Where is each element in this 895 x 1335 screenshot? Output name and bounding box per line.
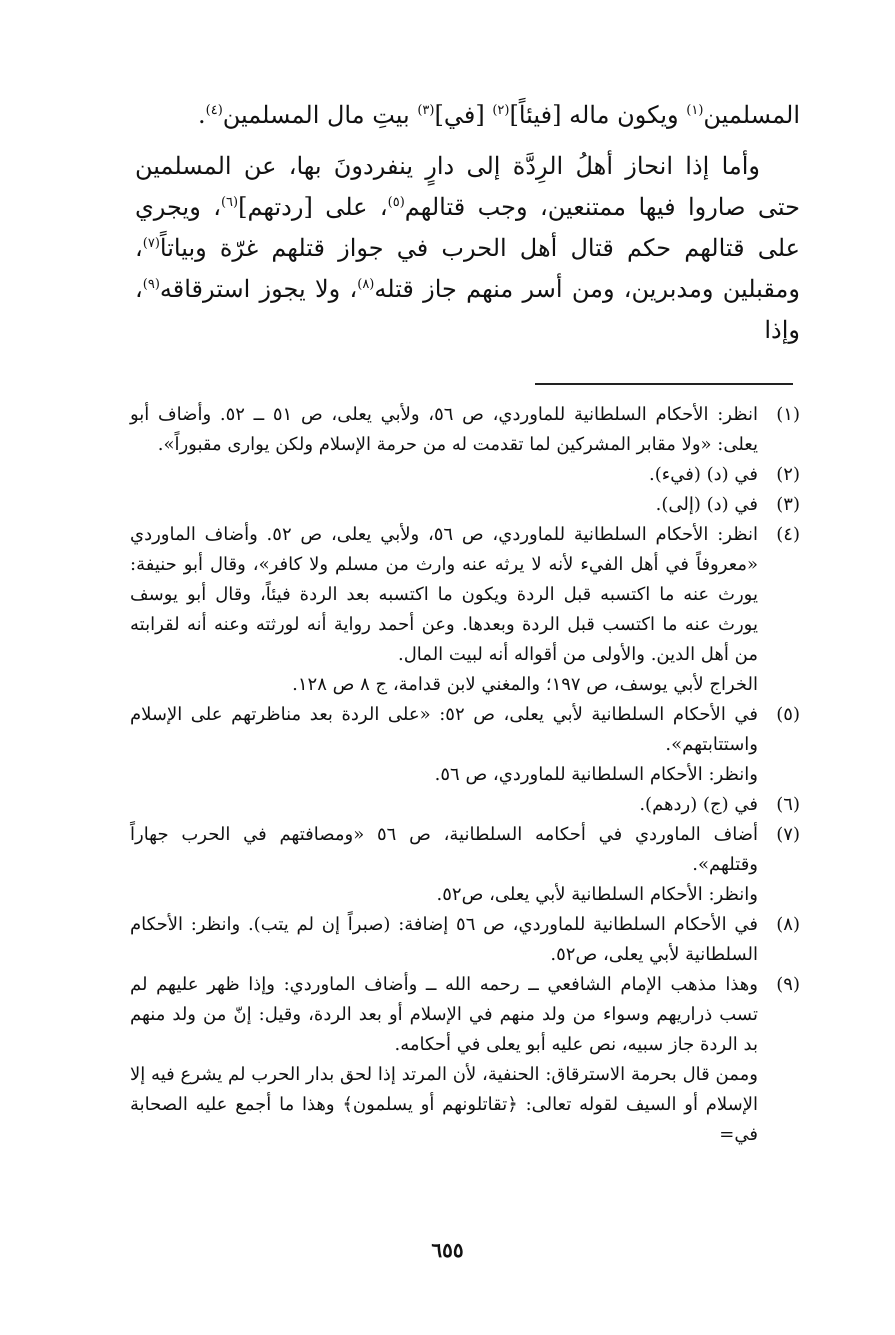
footnote-body [130, 460, 758, 490]
text-run: ، ويجري على قتالهم حكم قتال أهل الحرب في جواز قتلهم غرّة وبياتاً [135, 193, 800, 262]
footnote-1 [130, 400, 800, 460]
footnote-number: (٤) [776, 524, 800, 545]
footnote-4 [130, 520, 800, 700]
page-number: ٦٥٥ [431, 1238, 464, 1262]
footnote-body [130, 970, 758, 1150]
footnote-number: (٥) [776, 704, 800, 725]
footnote-ref: (٤) [205, 103, 223, 118]
footnote-line: في (ج) (ردهم). [639, 794, 758, 815]
footnote-line: في الأحكام السلطانية لأبي يعلى، ص ٥٢: «على الردة بعد مناظرتهم على الإسلام واستتابتهم». [130, 704, 758, 755]
footnote-line: وانظر: الأحكام السلطانية لأبي يعلى، ص٥٢. [436, 884, 758, 905]
footnote-line: انظر: الأحكام السلطانية للماوردي، ص ٥٦، ولأبي يعلى، ص ٥٢. وأضاف الماوردي «معروفاً في أهل الفيء لأنه لا يرثه عنه وارث من مسلم ولا كافر»، وقال أبو حنيفة: يورث عنه ما اكتسبه قبل الردة ويكون ما اكتسبه بعد الردة فيئاً، وقال أبو يوسف يورث عنه ما اكتسب قبل الردة وبعدها. وعن أحمد رواية أنه لورثته وعنه أنه لقرابته من أهل الدين. والأولى من أقواله أنه لبيت المال. [130, 524, 758, 665]
footnote-ref: (١) [686, 103, 704, 118]
footnote-ref: (٢) [492, 103, 510, 118]
text-run: [في] [434, 101, 493, 129]
footnote-number: (١) [776, 404, 800, 425]
footnote-3 [130, 490, 800, 520]
footnote-line: في الأحكام السلطانية للماوردي، ص ٥٦ إضافة: (صبراً إن لم يتب). وانظر: الأحكام السلطانية لأبي يعلى، ص٥٢. [130, 914, 758, 965]
footnote-ref: (٣) [417, 103, 435, 118]
text-run: بيتِ مال المسلمين [222, 101, 418, 129]
footnote-2 [130, 460, 800, 490]
text-run: ، على [ردتهم] [238, 193, 388, 221]
footnote-body [130, 790, 758, 820]
footnote-number: (٣) [776, 494, 800, 515]
footnotes [130, 400, 800, 1150]
footnote-line: انظر: الأحكام السلطانية للماوردي، ص ٥٦، ولأبي يعلى، ص ٥١ ــ ٥٢. وأضاف أبو يعلى: «ولا مقابر المشركين لما تقدمت له من حرمة الإسلام ولكن يوارى مقبوراً». [130, 404, 758, 455]
footnote-line: وممن قال بحرمة الاسترقاق: الحنفية، لأن المرتد إذا لحق بدار الحرب لم يشرع فيه إلا الإسلام أو السيف لقوله تعالى: ﴿تقاتلونهم أو يسلمون﴾ وهذا ما أجمع عليه الصحابة في= [130, 1064, 758, 1145]
footnote-line: أضاف الماوردي في أحكامه السلطانية، ص ٥٦ «ومصافتهم في الحرب جهاراً وقتلهم». [130, 824, 758, 875]
main-text [135, 95, 800, 361]
footnote-ref: (٨) [357, 277, 375, 292]
main-paragraph-1 [135, 95, 800, 136]
footnote-7 [130, 820, 800, 910]
text-run: وأما إذا انحاز أهلُ الرِدَّة إلى دارٍ ينفردونَ بها، عن المسلمين حتى صاروا فيها ممتنعين، وجب قتالهم [135, 152, 800, 221]
footnote-6 [130, 790, 800, 820]
footnote-ref: (٧) [142, 236, 160, 251]
footnote-body [130, 520, 758, 700]
footnote-8 [130, 910, 800, 970]
footnote-ref: (٩) [142, 277, 160, 292]
footnote-line: وهذا مذهب الإمام الشافعي ــ رحمه الله ــ وأضاف الماوردي: وإذا ظهر عليهم لم تسب ذراريهم وسواء من ولد منهم في الإسلام أو بعد الردة، وقيل: إنّ من ولد منهم بد الردة جاز سبيه، نص عليه أبو يعلى في أحكامه. [130, 974, 758, 1055]
footnote-body [130, 820, 758, 910]
text-run: ، وإذا [135, 275, 800, 344]
footnote-ref: (٦) [220, 195, 239, 210]
footnote-body [130, 490, 758, 520]
footnote-number: (٧) [776, 824, 800, 845]
footnote-body [130, 700, 758, 790]
footnote-9 [130, 970, 800, 1150]
footnote-ref: (٥) [387, 195, 405, 210]
text-run: ويكون ماله [فيئاً] [509, 101, 687, 129]
footnote-body [130, 400, 758, 460]
footnote-number: (٨) [776, 914, 800, 935]
footnote-line: الخراج لأبي يوسف، ص ١٩٧؛ والمغني لابن قدامة، ج ٨ ص ١٢٨. [292, 674, 758, 695]
text-run: ، ولا يجوز استرقاقه [159, 275, 358, 303]
footnote-5 [130, 700, 800, 790]
footnote-number: (٦) [776, 794, 800, 815]
text-run: . [197, 101, 206, 129]
main-paragraph-2 [135, 146, 800, 351]
footnote-separator [535, 383, 793, 385]
footnote-number: (٢) [776, 464, 800, 485]
text-run: المسلمين [703, 101, 800, 129]
footnote-line: في (د) (إلى). [655, 494, 758, 515]
footnote-number: (٩) [776, 974, 800, 995]
footnote-line: في (د) (فيء). [649, 464, 758, 485]
footnote-body [130, 910, 758, 970]
footnote-line: وانظر: الأحكام السلطانية للماوردي، ص ٥٦. [434, 764, 758, 785]
text-run: ، ومقبلين ومدبرين، ومن أسر منهم جاز قتله [135, 234, 800, 303]
